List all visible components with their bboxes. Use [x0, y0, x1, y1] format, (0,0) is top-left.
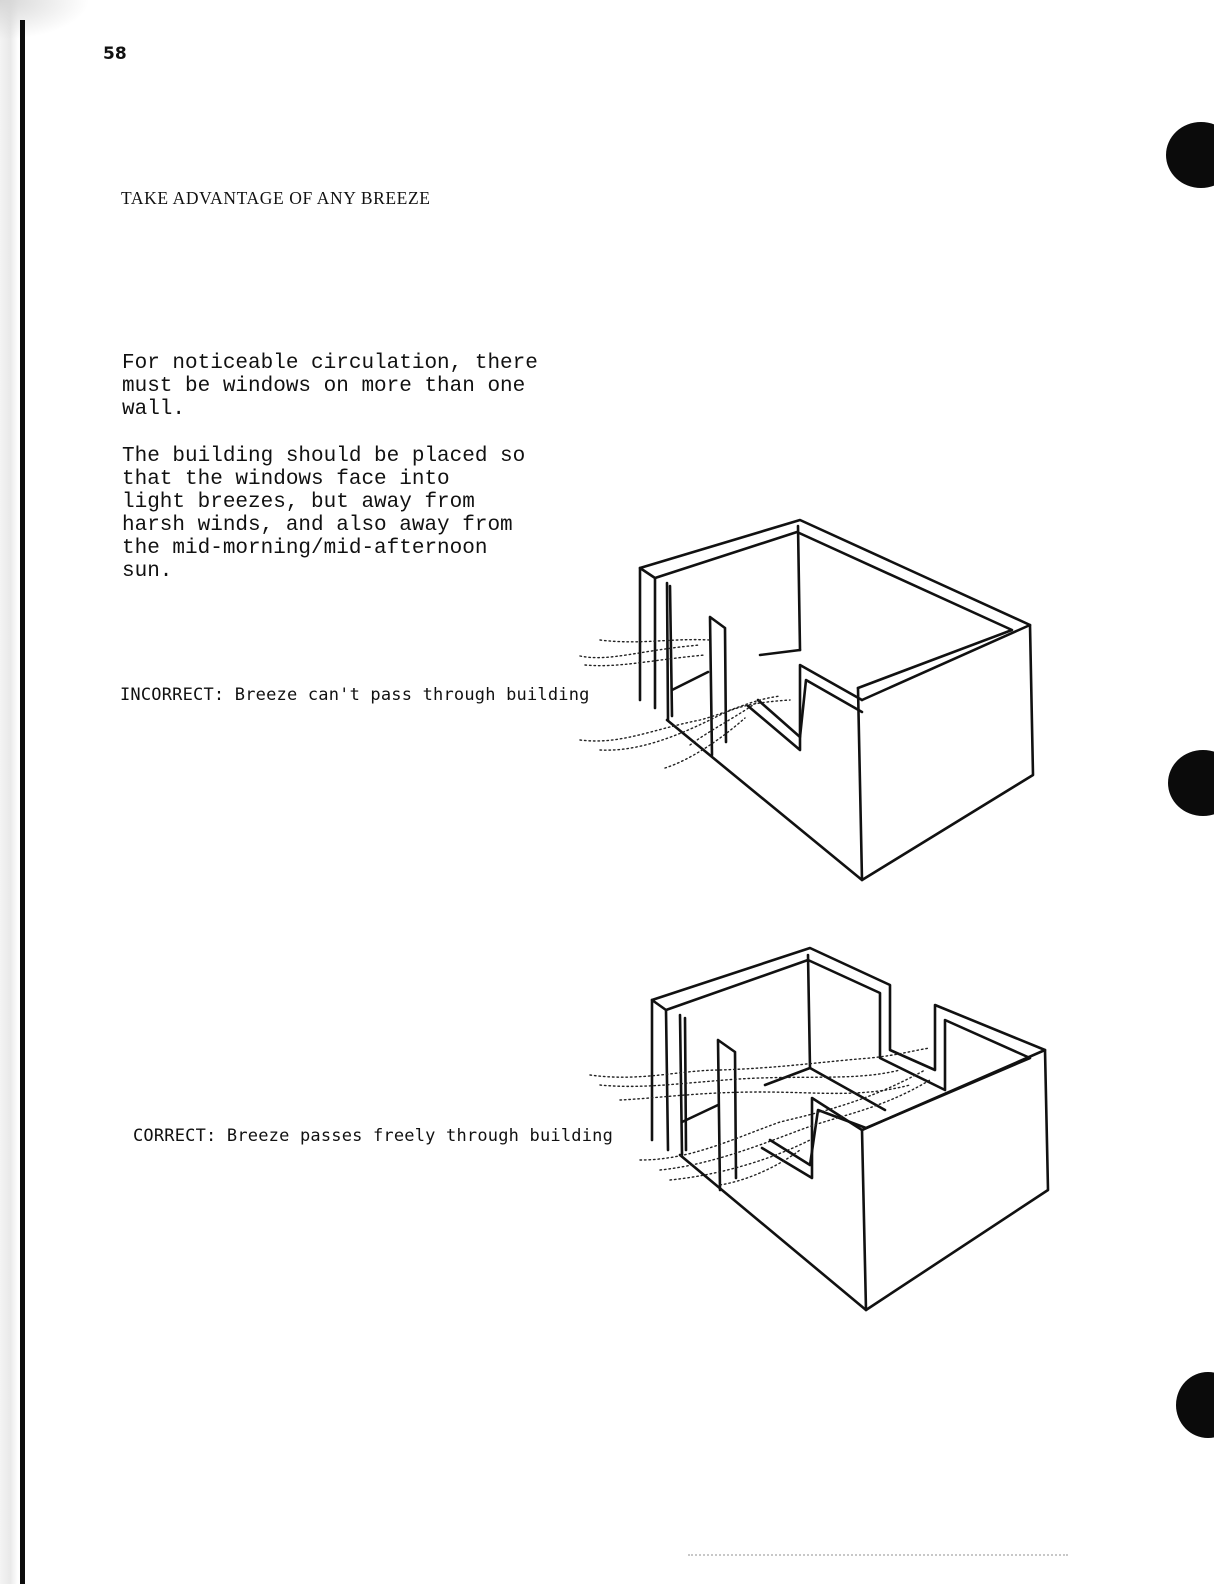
- caption-incorrect: INCORRECT: Breeze can't pass through building: [120, 685, 590, 705]
- paragraph-circulation: For noticeable circulation, there must be windows on more than one wall.: [122, 352, 538, 421]
- scan-footer-noise: [688, 1554, 1068, 1558]
- caption-correct: CORRECT: Breeze passes freely through building: [133, 1126, 614, 1146]
- paragraph-placement: The building should be placed so that the windows face into light breezes, but away from harsh winds, and also away from the mid-morning/mid-afternoon sun.: [122, 445, 526, 583]
- figure-incorrect-building: [580, 520, 1033, 880]
- page-number: 58: [103, 44, 127, 64]
- figure-correct-building: [590, 948, 1048, 1310]
- section-heading: TAKE ADVANTAGE OF ANY BREEZE: [121, 188, 431, 208]
